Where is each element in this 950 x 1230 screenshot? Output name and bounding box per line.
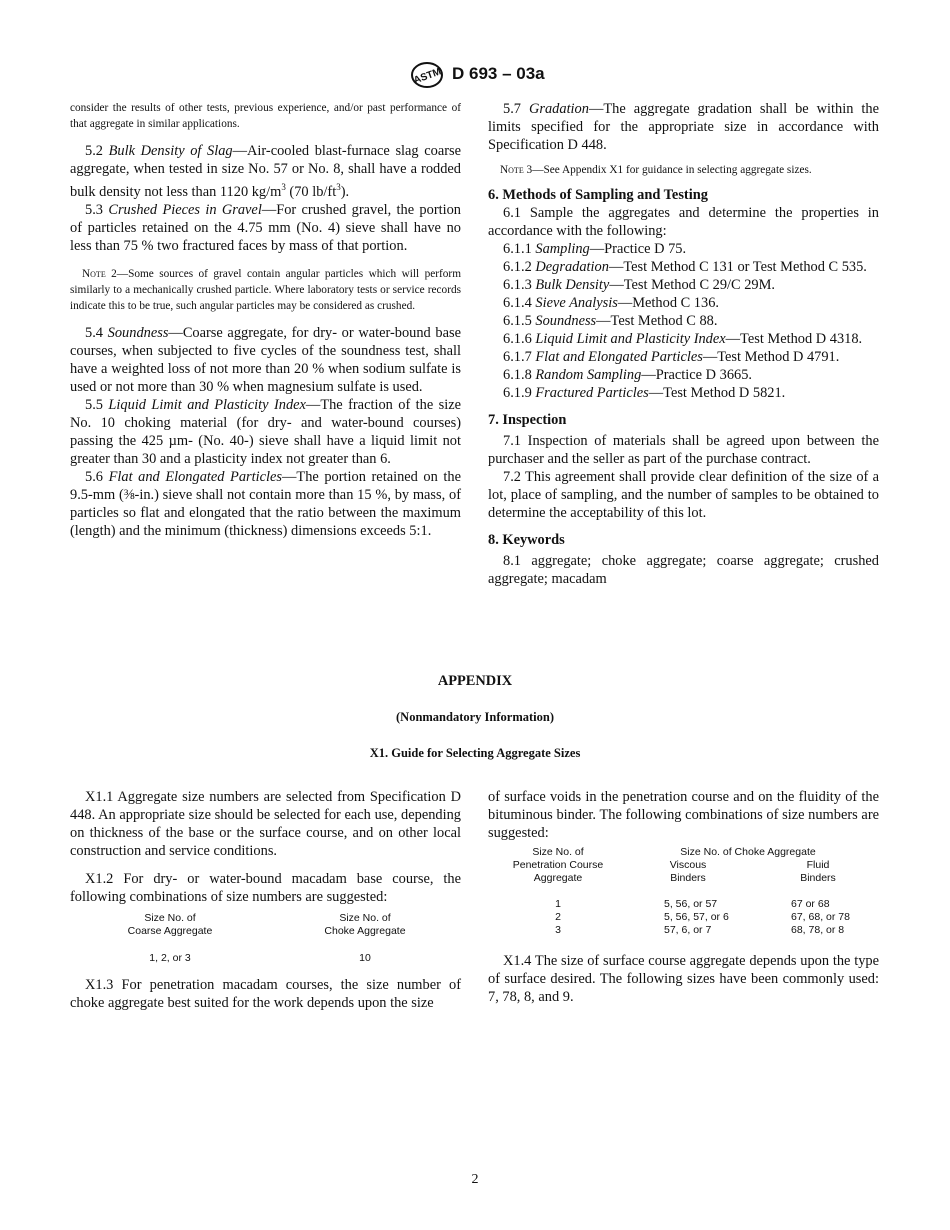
method-item: 6.1.8 Random Sampling—Practice D 3665. <box>503 367 753 383</box>
table-penetration-course <box>488 846 879 942</box>
astm-logo-icon <box>410 62 444 88</box>
page-number: 2 <box>471 1172 479 1187</box>
section-7-heading: 7. Inspection <box>488 412 567 428</box>
section-5-2: 5.2 Bulk Density of Slag—Air-cooled blast-furnace slag coarse aggregate, when tested in size No. 57 or No. 8, shall have a rodded bulk density not less than 1120 $kg/m^3$ (70 $lb/ft^3$). <box>70 143 461 200</box>
table-group-header: Size No. of Choke Aggregate <box>680 846 816 858</box>
section-5-5: 5.5 Liquid Limit and Plasticity Index—The fraction of the size No. 10 choking material (for dry- and water-bound courses) passing the 425 µm- (No. 40-) sieve shall have a liquid limit not greater than 30 and a plasticity index not greater than 6. <box>70 396 461 467</box>
table-header: Size No. of <box>532 846 584 858</box>
method-item: 6.1.4 Sieve Analysis—Method C 136. <box>503 295 719 311</box>
method-item: 6.1.3 Bulk Density—Test Method C 29/C 29M. <box>503 277 776 293</box>
x1-3: X1.3 For penetration macadam courses, the size number of choke aggregate best suited for the work depends upon the size <box>70 977 461 1011</box>
designation: D 693 – 03a <box>452 64 545 83</box>
methods-list <box>488 240 879 402</box>
section-8-heading: 8. Keywords <box>488 532 565 548</box>
method-item: 6.1.9 Fractured Particles—Test Method D 5821. <box>503 385 786 401</box>
svg-text:ASTM: ASTM <box>412 66 443 87</box>
table-cell: 1, 2, or 3 <box>149 952 191 964</box>
page-header <box>0 62 950 90</box>
x1-title: X1. Guide for Selecting Aggregate Sizes <box>369 746 581 760</box>
method-item: 6.1.6 Liquid Limit and Plasticity Index—Test Method D 4318. <box>503 331 863 347</box>
section-8-1: 8.1 aggregate; choke aggregate; coarse aggregate; crushed aggregate; macadam <box>488 553 879 587</box>
method-item: 6.1.1 Sampling—Practice D 75. <box>503 241 687 257</box>
table-header: Binders <box>800 872 836 884</box>
x1-1: X1.1 Aggregate size numbers are selected from Specification D 448. An appropriate size should be selected for each use, depending on thickness of the base or the surface course, and on other local construction and service conditions. <box>70 789 461 859</box>
appendix-title: APPENDIX <box>437 673 513 689</box>
appendix-subtitle: (Nonmandatory Information) <box>396 710 554 724</box>
section-5-3: 5.3 Crushed Pieces in Gravel—For crushed gravel, the portion of particles retained on the 4.75 mm (No. 4) sieve shall have no less than 75 % two fractured faces by mass of that portion. <box>70 201 461 254</box>
table-header: Coarse Aggregate <box>127 925 213 937</box>
note-2: Note 2—Some sources of gravel contain angular particles which will perform similarly to a mechanically crushed particle. Where laboratory tests or service records indicate this to be true, such angular particles may be considered as crushed. <box>70 267 461 312</box>
left-column <box>70 100 461 540</box>
table-header: Size No. of <box>339 912 391 924</box>
section-6-heading: 6. Methods of Sampling and Testing <box>488 187 708 203</box>
table-cell: 5, 56, or 57 <box>664 898 718 910</box>
appendix-left-column <box>70 788 461 1012</box>
table-cell: 67, 68, or 78 <box>791 911 850 923</box>
table-header: Choke Aggregate <box>324 925 406 937</box>
method-item: 6.1.2 Degradation—Test Method C 131 or Test Method C 535. <box>503 259 867 275</box>
table-cell: 10 <box>359 952 371 964</box>
section-5-4: 5.4 Soundness—Coarse aggregate, for dry- or water-bound base courses, when subjected to five cycles of the soundness test, shall have a weighted loss of not more than 20 % when sodium sulfate is used or not more than 30 % when magnesium sulfate is used. <box>70 324 461 395</box>
table-header: Aggregate <box>533 872 583 884</box>
table-header: Size No. of <box>144 912 196 924</box>
method-item: 6.1.5 Soundness—Test Method C 88. <box>503 313 718 329</box>
table-cell: 57, 6, or 7 <box>664 924 712 936</box>
section-7-1: 7.1 Inspection of materials shall be agreed upon between the purchaser and the seller as part of the purchase contract. <box>488 433 879 467</box>
table-header: Fluid <box>806 859 830 871</box>
appendix-right-column <box>488 788 879 1006</box>
right-column <box>488 100 879 588</box>
section-5-7: 5.7 Gradation—The aggregate gradation shall be within the limits specified for the appropriate size in accordance with Specification D 448. <box>488 101 879 153</box>
section-6-1: 6.1 Sample the aggregates and determine the properties in accordance with the following: <box>488 205 879 239</box>
table-header: Penetration Course <box>512 859 604 871</box>
table-cell: 2 <box>555 911 561 923</box>
method-item: 6.1.7 Flat and Elongated Particles—Test Method D 4791. <box>503 349 840 365</box>
note-3: Note 3—See Appendix X1 for guidance in selecting aggregate sizes. <box>500 164 812 176</box>
table-cell: 3 <box>555 924 561 936</box>
table-cell: 5, 56, 57, or 6 <box>664 911 729 923</box>
table-header: Binders <box>670 872 706 884</box>
table-cell: 68, 78, or 8 <box>791 924 845 936</box>
continued-paragraph: consider the results of other tests, previous experience, and/or past performance of that aggregate in similar applications. <box>70 102 461 130</box>
x1-4: X1.4 The size of surface course aggregate depends upon the type of surface desired. The following sizes have been commonly used: 7, 78, 8, and 9. <box>488 953 879 1005</box>
table-cell: 67 or 68 <box>791 898 830 910</box>
table-cell: 1 <box>555 898 561 910</box>
section-5-6: 5.6 Flat and Elongated Particles—The portion retained on the 9.5-mm (⅜-in.) sieve shall not contain more than 15 %, by mass, of particles so flat and elongated that the ratio between the maximum (length) and the minimum (thickness) dimensions exceeds 5:1. <box>70 468 461 539</box>
x1-3-continued: of surface voids in the penetration course and on the fluidity of the bituminous binder. The following combinations of size numbers are suggested: <box>488 789 879 841</box>
table-base-course <box>70 912 461 968</box>
x1-2: X1.2 For dry- or water-bound macadam base course, the following combinations of size numbers are suggested: <box>70 871 461 905</box>
table-header: Viscous <box>669 859 707 871</box>
section-7-2: 7.2 This agreement shall provide clear definition of the size of a lot, place of sampling, and the number of samples to be obtained to determine the acceptability of this lot. <box>488 469 879 521</box>
